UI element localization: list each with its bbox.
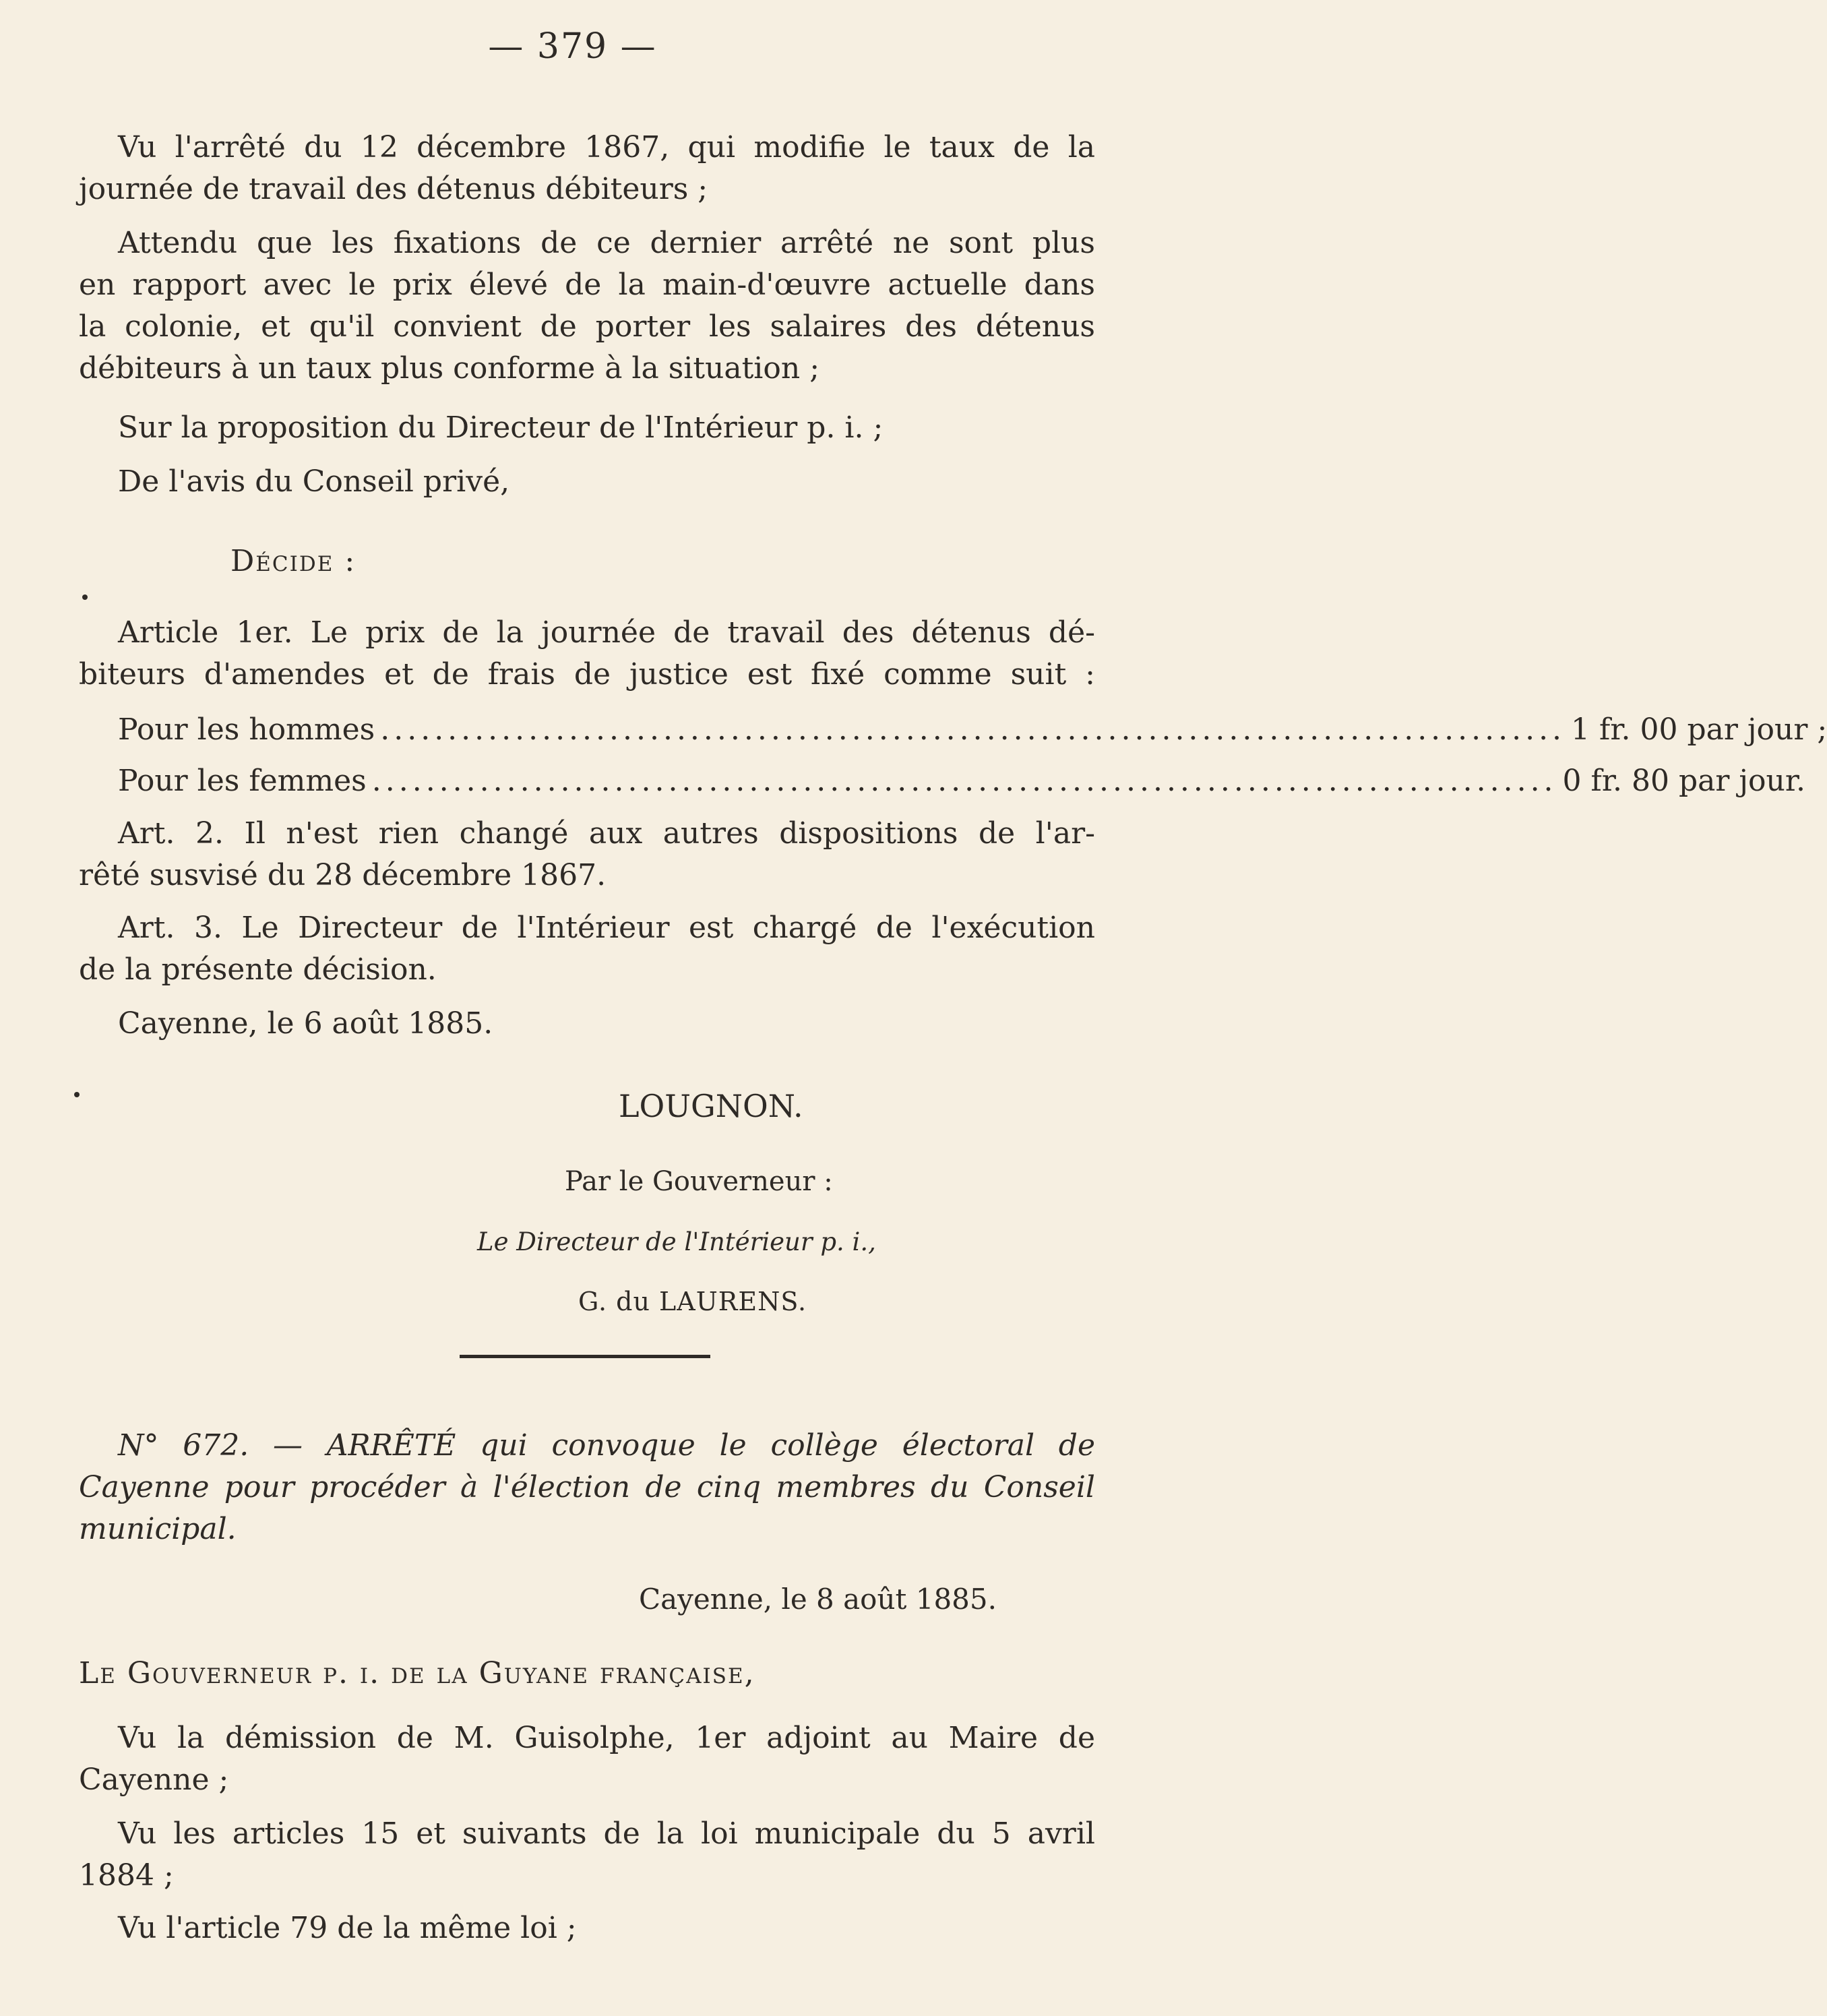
rate-row-men — [118, 709, 1827, 751]
dot-leader: ........................................................................................ — [380, 712, 1566, 747]
section-divider — [460, 1355, 710, 1358]
paragraph-line: De l'avis du Conseil privé, — [118, 464, 510, 499]
vu-line: Vu l'article 79 de la même loi ; — [118, 1911, 577, 1945]
article-line: de la présente décision. — [79, 952, 437, 987]
act-title-line: Cayenne pour procéder à l'élection de cinq membres du Conseil — [79, 1470, 1095, 1504]
governor-line — [79, 1653, 755, 1694]
rate-value: 1 fr. 00 par jour ; — [1571, 712, 1827, 747]
signatory: G. du LAURENS. — [578, 1287, 807, 1316]
article-line: rêté susvisé du 28 décembre 1867. — [79, 858, 607, 892]
rate-value: 0 fr. 80 par jour. — [1562, 764, 1806, 798]
margin-mark — [74, 1092, 80, 1097]
article-line: Art. 2. Il n'est rien changé aux autres dispositions de l'ar- — [118, 816, 1095, 851]
rate-row-women — [118, 760, 1806, 802]
governor-text: Le Gouverneur p. i. de la Guyane française, — [79, 1656, 755, 1690]
vu-line: Cayenne ; — [79, 1763, 229, 1797]
page-number: — 379 — — [488, 26, 657, 67]
act-title-line: N° 672. — ARRÊTÉ qui convoque le collège électoral de — [118, 1428, 1095, 1463]
margin-mark — [82, 594, 88, 600]
signature: LOUGNON. — [619, 1088, 803, 1124]
article-line: biteurs d'amendes et de frais de justice est fixé comme suit : — [79, 657, 1095, 692]
date-line: Cayenne, le 6 août 1885. — [118, 1006, 493, 1041]
paragraph-line: débiteurs à un taux plus conforme à la situation ; — [79, 351, 820, 386]
paragraph-line: en rapport avec le prix élevé de la main-d'œuvre actuelle dans — [79, 268, 1095, 302]
rate-label: Pour les hommes — [118, 712, 375, 747]
paragraph-line: journée de travail des détenus débiteurs ; — [79, 172, 708, 206]
article-line: Art. 3. Le Directeur de l'Intérieur est chargé de l'exécution — [118, 911, 1095, 945]
directeur-line: Le Directeur de l'Intérieur p. i., — [477, 1227, 876, 1256]
article-line: Article 1er. Le prix de la journée de travail des détenus dé- — [118, 615, 1095, 650]
vu-line: 1884 ; — [79, 1858, 174, 1893]
paragraph-line: Vu l'arrêté du 12 décembre 1867, qui modifie le taux de la — [118, 130, 1095, 164]
vu-line: Vu les articles 15 et suivants de la loi municipale du 5 avril — [118, 1816, 1095, 1851]
vu-line: Vu la démission de M. Guisolphe, 1er adjoint au Maire de — [118, 1721, 1095, 1755]
dot-leader: ........................................................................................ — [371, 764, 1557, 798]
decide-heading: Décide : — [230, 544, 357, 578]
paragraph-line: Sur la proposition du Directeur de l'Intérieur p. i. ; — [118, 410, 884, 445]
paragraph-line: Attendu que les fixations de ce dernier arrêté ne sont plus — [118, 226, 1095, 260]
paragraph-line: la colonie, et qu'il convient de porter les salaires des détenus — [79, 309, 1095, 344]
par-le-gouverneur: Par le Gouverneur : — [565, 1166, 833, 1197]
place-date: Cayenne, le 8 août 1885. — [639, 1583, 997, 1616]
act-title-line: municipal. — [79, 1512, 237, 1546]
rate-label: Pour les femmes — [118, 764, 367, 798]
